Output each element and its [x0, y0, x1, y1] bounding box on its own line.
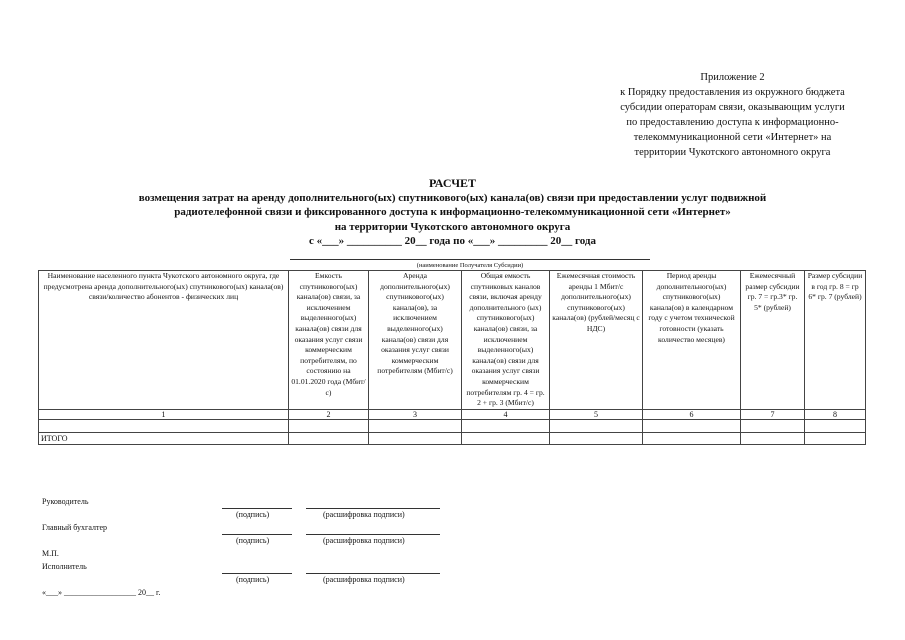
table-cell[interactable]: [741, 419, 805, 432]
col-header-4: Общая емкость спутниковых каналов связи, включая аренду дополнительного (ых) спутникового(ых) канала(ов) связи, за исключением выделенного(ых) канала(ов) связи для оказания услуг связи коммерческим потребителям гр. 4 = гр. 2 + гр. 3 (Мбит/с): [462, 271, 550, 410]
total-cell[interactable]: [643, 432, 741, 444]
head-decode-caption: (расшифровка подписи): [323, 510, 405, 519]
total-cell[interactable]: [550, 432, 643, 444]
head-signature-line[interactable]: [222, 508, 292, 509]
col-header-2: Емкость спутникового(ых) канала(ов) связи, за исключением выделенного(ых) канала(ов) связи для оказания услуг связи коммерческим потребителям, по состоянию на 01.01.2020 года (Мбит/с): [289, 271, 369, 410]
table-cell[interactable]: [643, 419, 741, 432]
appendix-line: территории Чукотского автономного округа: [634, 147, 831, 158]
title-period: с «___» __________ 20__ года по «___» _________ 20__ года: [309, 235, 596, 247]
appendix-line: телекоммуникационной сети «Интернет» на: [633, 132, 832, 143]
recipient-caption: (наименование Получателя Субсидии): [416, 262, 524, 269]
calculation-table: [38, 270, 866, 445]
col-number: 5: [550, 409, 643, 419]
total-row: [39, 432, 866, 444]
col-number: 3: [369, 409, 462, 419]
column-number-row: [39, 409, 866, 419]
col-header-8: Размер субсидии в год гр. 8 = гр 6* гр. 7 (рублей): [805, 271, 866, 410]
col-number: 4: [462, 409, 550, 419]
appendix-line: к Порядку предоставления из окружного бюджета: [620, 87, 845, 98]
col-header-6: Период аренды дополнительного(ых) спутникового(ых) канала(ов) в календарном году с учетом технической готовности (указать количество месяцев): [643, 271, 741, 410]
col-number: 8: [805, 409, 866, 419]
executor-label: Исполнитель: [42, 562, 87, 571]
col-number: 6: [643, 409, 741, 419]
appendix-line: субсидии операторам связи, оказывающим услуги: [620, 102, 845, 113]
executor-signature-line[interactable]: [222, 573, 292, 574]
table-cell[interactable]: [289, 419, 369, 432]
executor-sign-caption: (подпись): [236, 575, 270, 584]
executor-decode-line[interactable]: [306, 573, 440, 574]
title-line: радиотелефонной связи и фиксированного доступа к информационно-телекоммуникационной сети «Интернет»: [174, 206, 731, 218]
accountant-signature-line[interactable]: [222, 534, 292, 535]
table-cell[interactable]: [805, 419, 866, 432]
table-cell[interactable]: [462, 419, 550, 432]
head-sign-caption: (подпись): [236, 510, 270, 519]
appendix-block: [560, 70, 905, 160]
col-header-1: Наименование населенного пункта Чукотского автономного округа, где предусмотрена аренда дополнительного(ых) спутникового(ых) канала(ов) связи/количество абонентов - физических лиц: [39, 271, 289, 410]
col-number: 7: [741, 409, 805, 419]
head-label: Руководитель: [42, 497, 89, 506]
col-header-7: Ежемесячный размер субсидии гр. 7 = гр.3* гр. 5* (рублей): [741, 271, 805, 410]
executor-decode-caption: (расшифровка подписи): [323, 575, 405, 584]
title-line: на территории Чукотского автономного округа: [334, 220, 571, 233]
col-header-5: Ежемесячная стоимость аренды 1 Мбит/с дополнительного(ых) спутникового(ых) канала(ов) (рублей/месяц с НДС): [550, 271, 643, 410]
table-cell[interactable]: [39, 419, 289, 432]
table-cell[interactable]: [369, 419, 462, 432]
header-row: [39, 271, 866, 410]
head-decode-line[interactable]: [306, 508, 440, 509]
col-header-3: Аренда дополнительного(ых) спутникового(ых) канала(ов), за исключением выделенного(ых) канала(ов) связи для оказания услуг связи коммерческим потребителям (Мбит/с): [369, 271, 462, 410]
document-title: [0, 176, 905, 249]
total-cell[interactable]: [805, 432, 866, 444]
accountant-decode-caption: (расшифровка подписи): [323, 536, 405, 545]
total-cell[interactable]: [741, 432, 805, 444]
recipient-name-line[interactable]: [290, 259, 650, 260]
appendix-line: Приложение 2: [700, 72, 765, 83]
accountant-sign-caption: (подпись): [236, 536, 270, 545]
col-number: 1: [39, 409, 289, 419]
total-cell[interactable]: [462, 432, 550, 444]
total-label: ИТОГО: [39, 432, 289, 444]
stamp-label: М.П.: [42, 549, 59, 558]
total-cell[interactable]: [369, 432, 462, 444]
table-cell[interactable]: [550, 419, 643, 432]
accountant-decode-line[interactable]: [306, 534, 440, 535]
date-line[interactable]: «___» __________________ 20__ г.: [42, 588, 161, 597]
col-number: 2: [289, 409, 369, 419]
appendix-line: по предоставлению доступа к информационно-: [626, 117, 839, 128]
title-line: возмещения затрат на аренду дополнительного(ых) спутникового(ых) канала(ов) связи при предоставлении услуг подвижной: [138, 191, 767, 204]
title-heading: РАСЧЕТ: [428, 176, 477, 190]
total-cell[interactable]: [289, 432, 369, 444]
chief-accountant-label: Главный бухгалтер: [42, 523, 107, 532]
table-row: [39, 419, 866, 432]
